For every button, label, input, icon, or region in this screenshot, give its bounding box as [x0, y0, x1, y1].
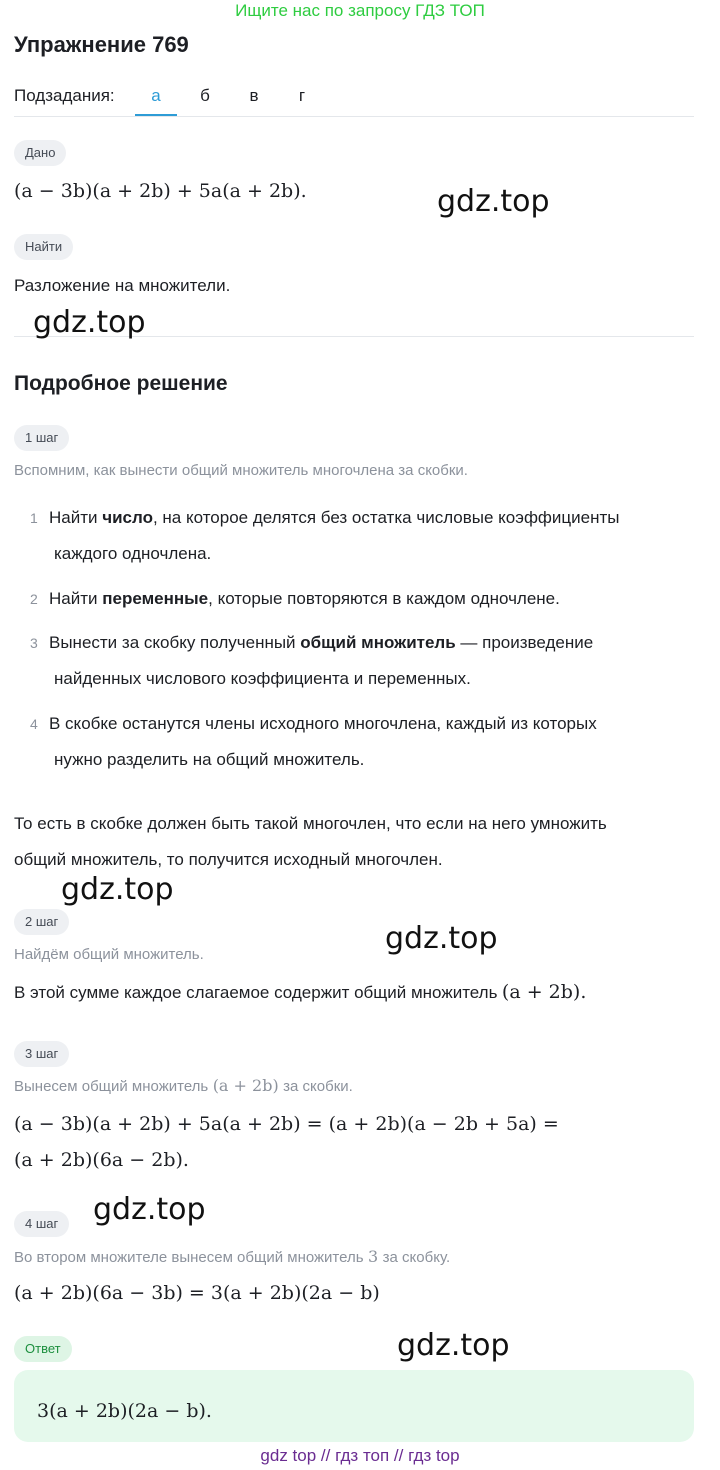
list-text — [49, 500, 689, 572]
list-text-bold: переменные — [102, 589, 209, 608]
list-text — [49, 581, 689, 617]
answer-chip-wrap — [14, 1336, 72, 1362]
list-text-line2: каждого одночлена. — [54, 544, 212, 563]
step3-intro-text: Вынесем общий множитель — [14, 1078, 209, 1095]
given-chip-wrap — [14, 140, 66, 166]
watermark: gdz.top — [61, 872, 174, 907]
subtasks-label: Подзадания: — [14, 86, 115, 105]
tab-v[interactable]: в — [249, 86, 259, 105]
list-text — [49, 625, 689, 697]
list-number: 3 — [30, 635, 38, 651]
step3-equation-line1: (a − 3b)(a + 2b) + 5a(a + 2b) = (a + 2b)(a − 2b + 5a) = — [14, 1113, 559, 1135]
step3-chip-wrap — [14, 1041, 69, 1067]
watermark: gdz.top — [33, 305, 146, 340]
tab-b[interactable]: б — [200, 86, 210, 105]
footer-links[interactable]: gdz top // гдз топ // гдз top — [260, 1446, 460, 1465]
list-text-part: , которые повторяются в каждом одночлене. — [208, 589, 560, 608]
step3-intro-factor: (a + 2b) — [212, 1076, 279, 1095]
list-text — [49, 706, 689, 778]
step3-intro — [14, 1076, 353, 1096]
step4-equation: (a + 2b)(6a − 3b) = 3(a + 2b)(2a − b) — [14, 1282, 380, 1304]
watermark: gdz.top — [385, 921, 498, 956]
step4-intro-text: за скобку. — [382, 1249, 451, 1266]
step2-intro: Найдём общий множитель. — [14, 946, 204, 963]
step3-equation-line2: (a + 2b)(6a − 2b). — [14, 1149, 189, 1171]
given-chip: Дано — [14, 140, 66, 166]
find-chip-wrap — [14, 234, 73, 260]
list-number: 4 — [30, 716, 38, 732]
list-text-bold: число — [102, 508, 153, 527]
list-text-part: Вынести за скобку полученный — [49, 633, 301, 652]
step2-chip-wrap — [14, 909, 69, 935]
divider — [14, 116, 694, 117]
list-text-part: — произведение — [455, 633, 594, 652]
find-chip: Найти — [14, 234, 73, 260]
step3-chip: 3 шаг — [14, 1041, 69, 1067]
step2-line — [14, 981, 586, 1003]
step4-intro-text: Во втором множителе вынесем общий множитель — [14, 1249, 364, 1266]
list-number: 1 — [30, 510, 38, 526]
list-text-part: Найти — [49, 508, 103, 527]
solution-title: Подробное решение — [14, 372, 228, 395]
list-text-part: В скобке останутся члены исходного многочлена, каждый из которых — [49, 714, 597, 733]
watermark: gdz.top — [397, 1328, 510, 1363]
step4-intro-number: 3 — [368, 1247, 379, 1266]
step1-summary-line2: общий множитель, то получится исходный многочлен. — [14, 850, 443, 869]
step4-chip-wrap — [14, 1211, 69, 1237]
watermark: gdz.top — [437, 184, 550, 219]
search-banner: Ищите нас по запросу ГДЗ ТОП — [235, 1, 485, 20]
step2-factor: (a + 2b). — [501, 981, 587, 1003]
tab-g[interactable]: г — [298, 86, 306, 105]
page-title: Упражнение 769 — [14, 32, 189, 57]
list-text-line2: нужно разделить на общий множитель. — [54, 750, 365, 769]
step1-summary-line1: То есть в скобке должен быть такой многочлен, что если на него умножить — [14, 814, 607, 833]
watermark: gdz.top — [93, 1192, 206, 1227]
list-text-line2: найденных числового коэффициента и переменных. — [54, 669, 471, 688]
step1-chip: 1 шаг — [14, 425, 69, 451]
list-text-part: , на которое делятся без остатка числовые коэффициенты — [152, 508, 620, 527]
list-number: 2 — [30, 591, 38, 607]
list-text-bold: общий множитель — [300, 633, 456, 652]
step1-intro: Вспомним, как вынести общий множитель многочлена за скобки. — [14, 462, 468, 479]
step3-intro-text: за скобки. — [283, 1078, 353, 1095]
list-text-part: Найти — [49, 589, 103, 608]
step2-chip: 2 шаг — [14, 909, 69, 935]
step4-chip: 4 шаг — [14, 1211, 69, 1237]
answer-value: 3(a + 2b)(2a − b). — [37, 1400, 212, 1422]
step1-chip-wrap — [14, 425, 69, 451]
tab-a[interactable]: а — [135, 84, 177, 117]
given-expression: (a − 3b)(a + 2b) + 5a(a + 2b). — [14, 180, 307, 202]
step4-intro — [14, 1247, 450, 1267]
answer-chip: Ответ — [14, 1336, 72, 1362]
step2-text: В этой сумме каждое слагаемое содержит общий множитель — [14, 983, 498, 1002]
find-text: Разложение на множители. — [14, 276, 231, 295]
